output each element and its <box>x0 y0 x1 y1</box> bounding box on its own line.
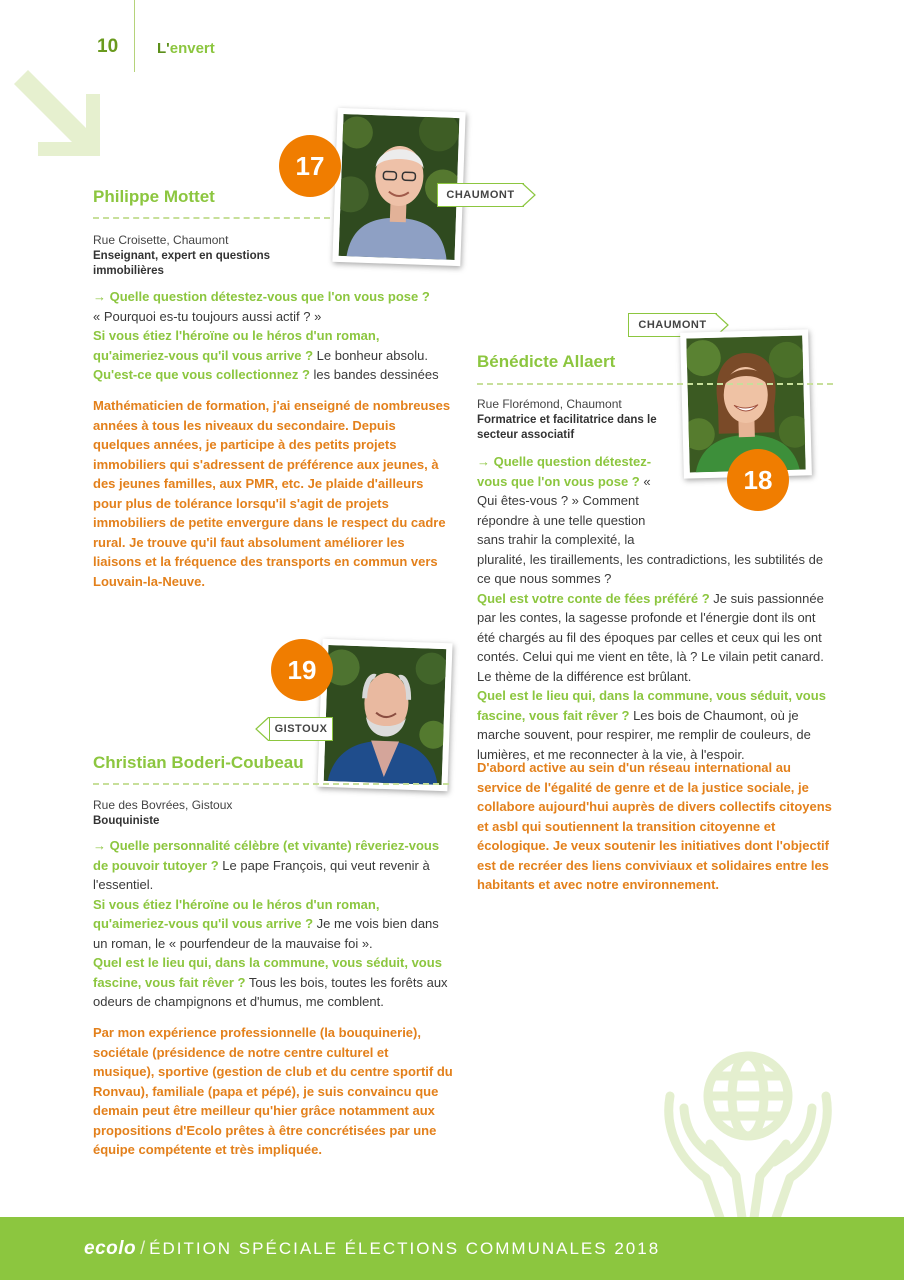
candidate-18-address: Rue Florémond, Chaumont <box>477 397 622 411</box>
candidate-19-photo-frame <box>317 639 452 791</box>
candidate-19-bio: Par mon expérience professionnelle (la bouquinerie), sociétale (présidence de notre centre culturel et musique), sportive (gestion de club et du centre sportif du Ronvau), familiale (papa et pépé), je suis convaincu que demain peut être meilleur qu'hier grâce notamment aux propositions d'Ecolo prêtes à être concrétisées par une équipe compétente et très impliquée. <box>93 1025 453 1157</box>
candidate-17-location-tag: CHAUMONT <box>437 183 524 207</box>
answer: Le bonheur absolu. <box>316 347 428 363</box>
magazine-title <box>157 40 215 57</box>
magazine-prefix: L' <box>157 40 170 57</box>
candidate-17-qa <box>93 287 453 385</box>
candidate-17-bio: Mathématicien de formation, j'ai enseigné de nombreuses années à tous les niveaux du secondaire. Depuis quelques années, je participe à des petits projets immobiliers qui s'adressent de préférence aux jeunes, à des jeunes familles, aux PMR, etc. Je plaide d'ailleurs pour plus de tolérance lorsqu'il s'agit de projets immobiliers de petite envergure dans le respect du cadre rural. Je trouve qu'il faut absolument améliorer les liaisons et la fréquence des transports en commun vers Louvain-la-Neuve. <box>93 398 451 589</box>
candidate-19-qa <box>93 836 450 1012</box>
question: → Quelle question détestez-vous que l'on vous pose ? <box>93 289 430 304</box>
question: Qu'est-ce que vous collectionnez ? <box>93 367 310 382</box>
candidate-18-bio: D'abord active au sein d'un réseau international au service de l'égalité de genre et de la justice sociale, je collabore aujourd'hui auprès de divers collectifs citoyens et asbl qui soutiennent la transition citoyenne et écologique. Je veux soutenir les initiatives dont l'objectif est de recréer des liens conviviaux et solidaires entre les habitants et avec notre environnement. <box>477 760 832 892</box>
candidate-17-address: Rue Croisette, Chaumont <box>93 233 229 247</box>
question: → Quelle personnalité célèbre (et vivante) rêveriez-vous de pouvoir tutoyer ? <box>93 838 440 873</box>
question: Si vous étiez l'héroïne ou le héros d'un roman, qu'aimeriez-vous qu'il vous arrive ? <box>93 896 380 931</box>
question: → Quelle question détestez-vous que l'on vous pose ? <box>477 454 652 489</box>
arrow-down-right-icon <box>14 70 106 162</box>
chevron-left-icon <box>254 717 270 741</box>
qa-item <box>477 589 834 687</box>
qa-item <box>93 895 450 954</box>
candidate-19-number-badge: 19 <box>271 639 333 701</box>
magazine-name: envert <box>169 40 215 57</box>
question: Si vous étiez l'héroïne ou le héros d'un roman, qu'aimeriez-vous qu'il vous arrive ? <box>93 328 380 363</box>
answer: Tous les bois, toutes les forêts aux odeurs de champignons et d'humus, me comblent. <box>93 974 448 1009</box>
candidate-18-qa <box>477 452 834 764</box>
candidate-19-occupation: Bouquiniste <box>93 815 160 827</box>
chevron-right-icon <box>521 183 537 207</box>
question: Quel est le lieu qui, dans la commune, vous séduit, vous fascine, vous fait rêver ? <box>477 688 826 723</box>
candidate-18-name: Bénédicte Allaert <box>477 352 616 371</box>
answer: Je suis passionnée par les contes, la sagesse profonde et l'énergie dont ils ont été chargés au fil des époques par celles et ceux qui les ont contés. Celui qui me vient en tête, là ? Le vilain petit canard. Le thème de la différence est brûlant. <box>477 590 824 684</box>
answer: « Qui êtes-vous ? » Comment répondre à une telle question sans trahir la complexité, la pluralité, les tiraillements, les contradictions, les subtilités de ce que nous sommes ? <box>477 473 824 586</box>
candidate-19-location-tag: GISTOUX <box>269 717 333 741</box>
candidate-17-occupation: Enseignant, expert en questions immobilières <box>93 250 271 277</box>
question: Quel est votre conte de fées préféré ? <box>477 590 710 606</box>
candidate-19-name: Christian Boderi-Coubeau <box>93 753 304 772</box>
candidate-19-address: Rue des Bovrées, Gistoux <box>93 798 233 812</box>
candidate-18-number-badge: 18 <box>727 449 789 511</box>
qa-item <box>477 686 834 764</box>
answer: « Pourquoi es-tu toujours aussi actif ? » <box>93 308 322 324</box>
answer: les bandes dessinées <box>313 367 439 382</box>
qa-item <box>93 287 453 326</box>
qa-item <box>93 326 453 365</box>
answer: Le pape François, qui veut revenir à l'essentiel. <box>93 857 430 892</box>
page-number: 10 <box>97 36 119 57</box>
candidate-19-divider <box>93 783 449 785</box>
candidate-17-divider <box>93 217 330 219</box>
qa-item <box>93 365 453 385</box>
footer-edition: ÉDITION SPÉCIALE ÉLECTIONS COMMUNALES 2018 <box>149 1238 661 1258</box>
answer: Je me vois bien dans un roman, le « pourfendeur de la mauvaise foi ». <box>93 916 439 951</box>
hands-globe-icon <box>660 1048 836 1218</box>
qa-item <box>93 953 450 1012</box>
photo-text-wrap <box>666 452 834 540</box>
candidate-19-photo <box>317 639 452 791</box>
answer: Les bois de Chaumont, où je marche souvent, pour respirer, me remplir de couleurs, de lumières, et me reconnecter à la vie, à l'espoir. <box>477 707 811 762</box>
footer-bar <box>0 1217 904 1280</box>
ecolo-logo: ecolo <box>84 1237 137 1259</box>
candidate-18-location-tag: CHAUMONT <box>628 313 717 337</box>
candidate-18-divider <box>477 383 833 385</box>
header-divider <box>134 0 135 72</box>
candidate-17-number-badge: 17 <box>279 135 341 197</box>
footer-separator: / <box>140 1238 146 1258</box>
qa-item <box>93 836 450 895</box>
question: Quel est le lieu qui, dans la commune, vous séduit, vous fascine, vous fait rêver ? <box>93 955 442 990</box>
candidate-18-occupation: Formatrice et facilitatrice dans le secteur associatif <box>477 414 657 441</box>
candidate-17-name: Philippe Mottet <box>93 187 215 206</box>
